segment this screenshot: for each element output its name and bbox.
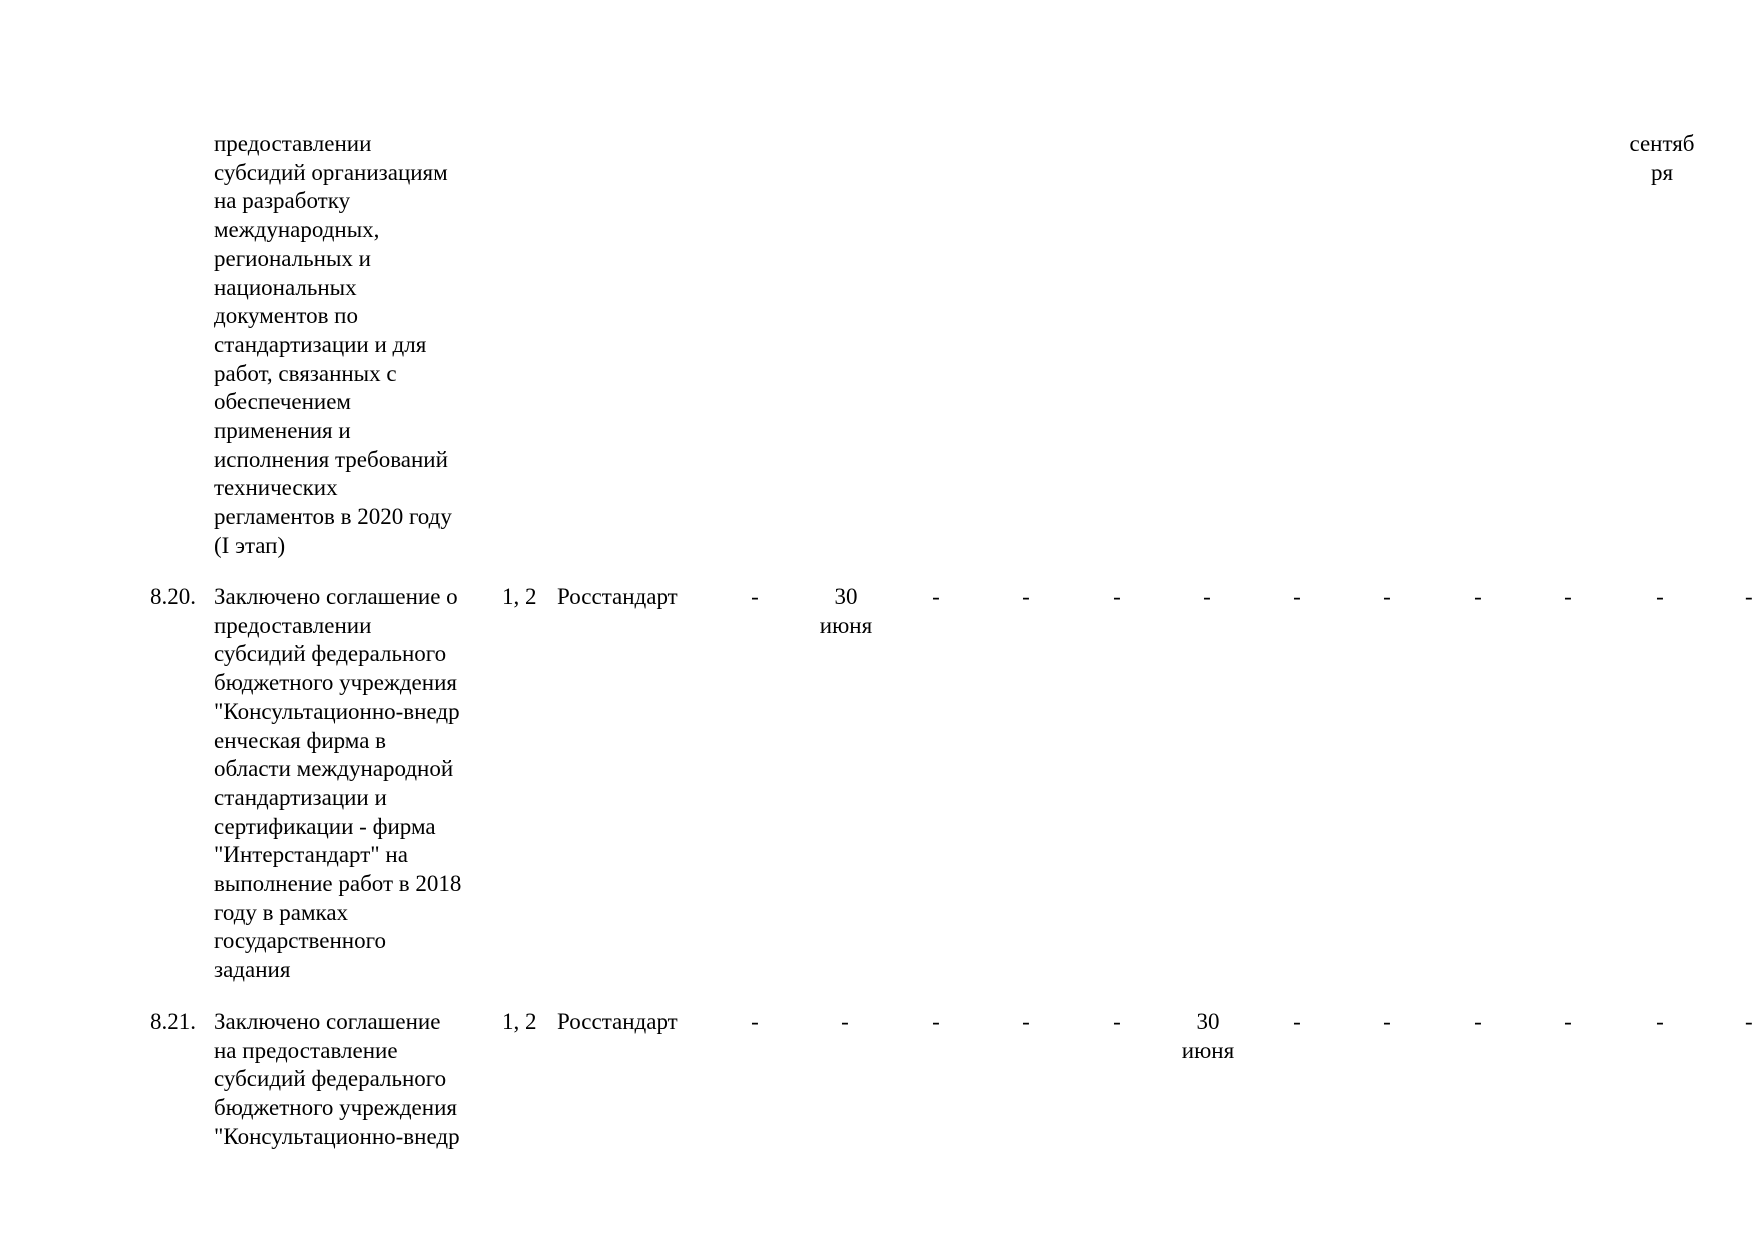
row-continued-description: предоставлении субсидий организациям на разработку международных, региональных и национальных документов по стандартизации и для работ, связанных с обеспечением применения и исполнения требований технических регламентов в 2020 году (I этап) <box>214 131 452 558</box>
row-cell-9: - <box>1474 584 1482 609</box>
row-sources: 1, 2 <box>502 1009 537 1034</box>
row-cell-10: - <box>1564 1009 1572 1034</box>
row-cell-11: - <box>1656 1009 1664 1034</box>
row-cell-6: 30 июня <box>1181 1009 1235 1063</box>
row-cell-3: - <box>932 1009 940 1034</box>
row-description: Заключено соглашение о предоставлении субсидий федерального бюджетного учреждения "Консультационно-внедр енческая фирма в области международной стандартизации и сертификации - фирма "Интерстандарт" на выполнение работ в 2018 году в рамках государственного задания <box>214 584 462 983</box>
row-cell-1: - <box>751 1009 759 1034</box>
row-cell-12: - <box>1745 1009 1753 1034</box>
row-cell-9: - <box>1474 1009 1482 1034</box>
row-cell-6: - <box>1203 584 1211 609</box>
row-cell-8: - <box>1383 1009 1391 1034</box>
row-number: 8.20. <box>150 584 196 609</box>
row-cell-8: - <box>1383 584 1391 609</box>
row-cell-1: - <box>751 584 759 609</box>
row-number: 8.21. <box>150 1009 196 1034</box>
row-cell-2: - <box>841 1009 849 1034</box>
row-cell-12: - <box>1745 584 1753 609</box>
row-cell-7: - <box>1293 1009 1301 1034</box>
row-responsible: Росстандарт <box>557 584 678 609</box>
row-cell-5: - <box>1113 584 1121 609</box>
row-cell-3: - <box>932 584 940 609</box>
row-responsible: Росстандарт <box>557 1009 678 1034</box>
row-cell-4: - <box>1022 584 1030 609</box>
row-cell-7: - <box>1293 584 1301 609</box>
row-cell-5: - <box>1113 1009 1121 1034</box>
row-sources: 1, 2 <box>502 584 537 609</box>
row-cell-4: - <box>1022 1009 1030 1034</box>
row-cell-2: 30 июня <box>819 584 873 638</box>
row-description: Заключено соглашение на предоставление субсидий федерального бюджетного учреждения "Консультационно-внедр <box>214 1009 460 1149</box>
row-continued-last-cell: сентяб ря <box>1629 131 1695 185</box>
row-cell-11: - <box>1656 584 1664 609</box>
row-cell-10: - <box>1564 584 1572 609</box>
